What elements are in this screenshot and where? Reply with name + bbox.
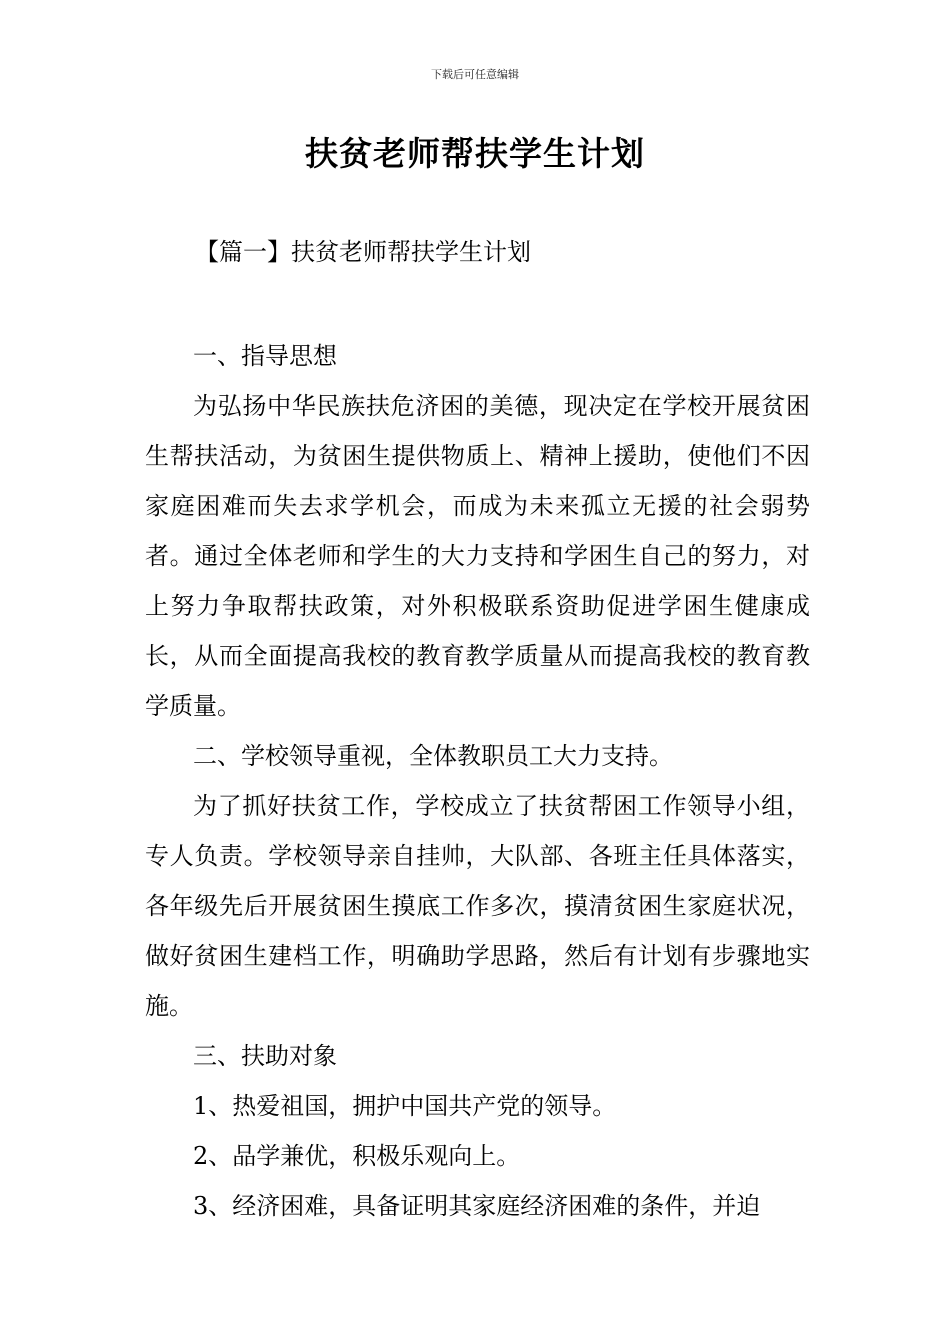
list-item: 1、热爱祖国，拥护中国共产党的领导。 [193,1092,617,1120]
section-heading-leadership: 二、学校领导重视，全体教职员工大力支持。 [193,742,673,770]
body-paragraph: 为弘扬中华民族扶危济困的美德，现决定在学校开展贫困生帮扶活动，为贫困生提供物质上、精神上援助，使他们不因家庭困难而失去求学机会，而成为未来孤立无援的社会弱势者。通过全体老师和学生的大力支持和学困生自己的努力，对上努力争取帮扶政策，对外积极联系资助促进学困生健康成长，从而全面提高我校的教育教学质量从而提高我校的教育教学质量。 [145,392,810,720]
header-note: 下载后可任意编辑 [431,68,519,81]
section-heading-guiding-ideology: 一、指导思想 [193,342,337,370]
part-heading: 【篇一】扶贫老师帮扶学生计划 [195,238,531,266]
list-item: 3、经济困难，具备证明其家庭经济困难的条件，并迫 [193,1192,761,1220]
document-body [145,331,810,1231]
list-item: 2、品学兼优，积极乐观向上。 [193,1142,521,1170]
document-title: 扶贫老师帮扶学生计划 [305,134,645,173]
body-paragraph: 为了抓好扶贫工作，学校成立了扶贫帮困工作领导小组，专人负责。学校领导亲自挂帅，大队部、各班主任具体落实，各年级先后开展贫困生摸底工作多次，摸清贫困生家庭状况，做好贫困生建档工作，明确助学思路，然后有计划有步骤地实施。 [145,792,810,1020]
section-heading-aid-targets: 三、扶助对象 [193,1042,337,1070]
